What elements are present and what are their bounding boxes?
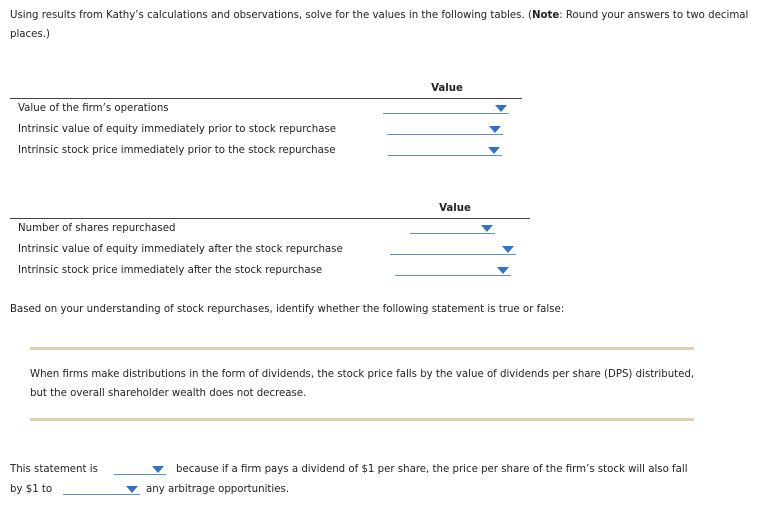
instructions [10,6,750,44]
statement-text: When firms make distributions in the form of dividends, the stock price falls by the value of dividends per share (DPS) distributed, but the overall shareholder wealth does not decrease. [30,369,695,399]
equity-prior-dropdown[interactable] [387,123,503,135]
dropdown-arrow-icon [495,105,507,112]
dropdown-arrow-icon [488,147,500,154]
table1-value-header: Value [431,83,463,94]
dropdown-arrow-icon [489,126,501,133]
table1-header-rule [10,98,522,99]
answer-line2-suffix: any arbitrage opportunities. [146,484,290,495]
instructions-note-text: : Round your answers to two decimal places.) [10,10,749,40]
instructions-text: Using results from Kathy’s calculations and observations, solve for the values in the following tables. ( [10,10,532,21]
table2-row-label: Intrinsic value of equity immediately after the stock repurchase [18,244,343,255]
answer-line1-suffix: because if a firm pays a dividend of $1 per share, the price per share of the firm’s stock will also fall [176,464,688,475]
table2-header-rule [10,218,530,219]
price-prior-dropdown[interactable] [388,144,502,156]
operations-value-dropdown[interactable] [383,102,509,114]
dropdown-arrow-icon [126,486,138,493]
true-false-question: Based on your understanding of stock repurchases, identify whether the following statement is true or false: [10,304,565,315]
answer-line2-prefix: by $1 to [10,484,53,495]
statement-bottom-rule [30,418,694,421]
statement-top-rule [30,347,694,350]
table1-row-label: Intrinsic value of equity immediately prior to stock repurchase [18,124,337,135]
table2-row-label: Intrinsic stock price immediately after the stock repurchase [18,265,323,276]
dropdown-arrow-icon [481,225,493,232]
equity-after-dropdown[interactable] [390,243,516,255]
price-after-dropdown[interactable] [395,264,511,276]
table2-value-header: Value [439,203,471,214]
dropdown-arrow-icon [152,466,164,473]
table1-row-label: Intrinsic stock price immediately prior to the stock repurchase [18,145,336,156]
true-false-dropdown[interactable] [114,463,166,475]
answer-line1-prefix: This statement is [10,464,98,475]
shares-repurchased-dropdown[interactable] [410,222,495,234]
dropdown-arrow-icon [497,267,509,274]
table1-row-label: Value of the firm’s operations [18,103,169,114]
note-label: Note [531,10,560,21]
arbitrage-dropdown[interactable] [63,483,140,495]
table2-row-label: Number of shares repurchased [18,223,176,234]
dropdown-arrow-icon [502,246,514,253]
